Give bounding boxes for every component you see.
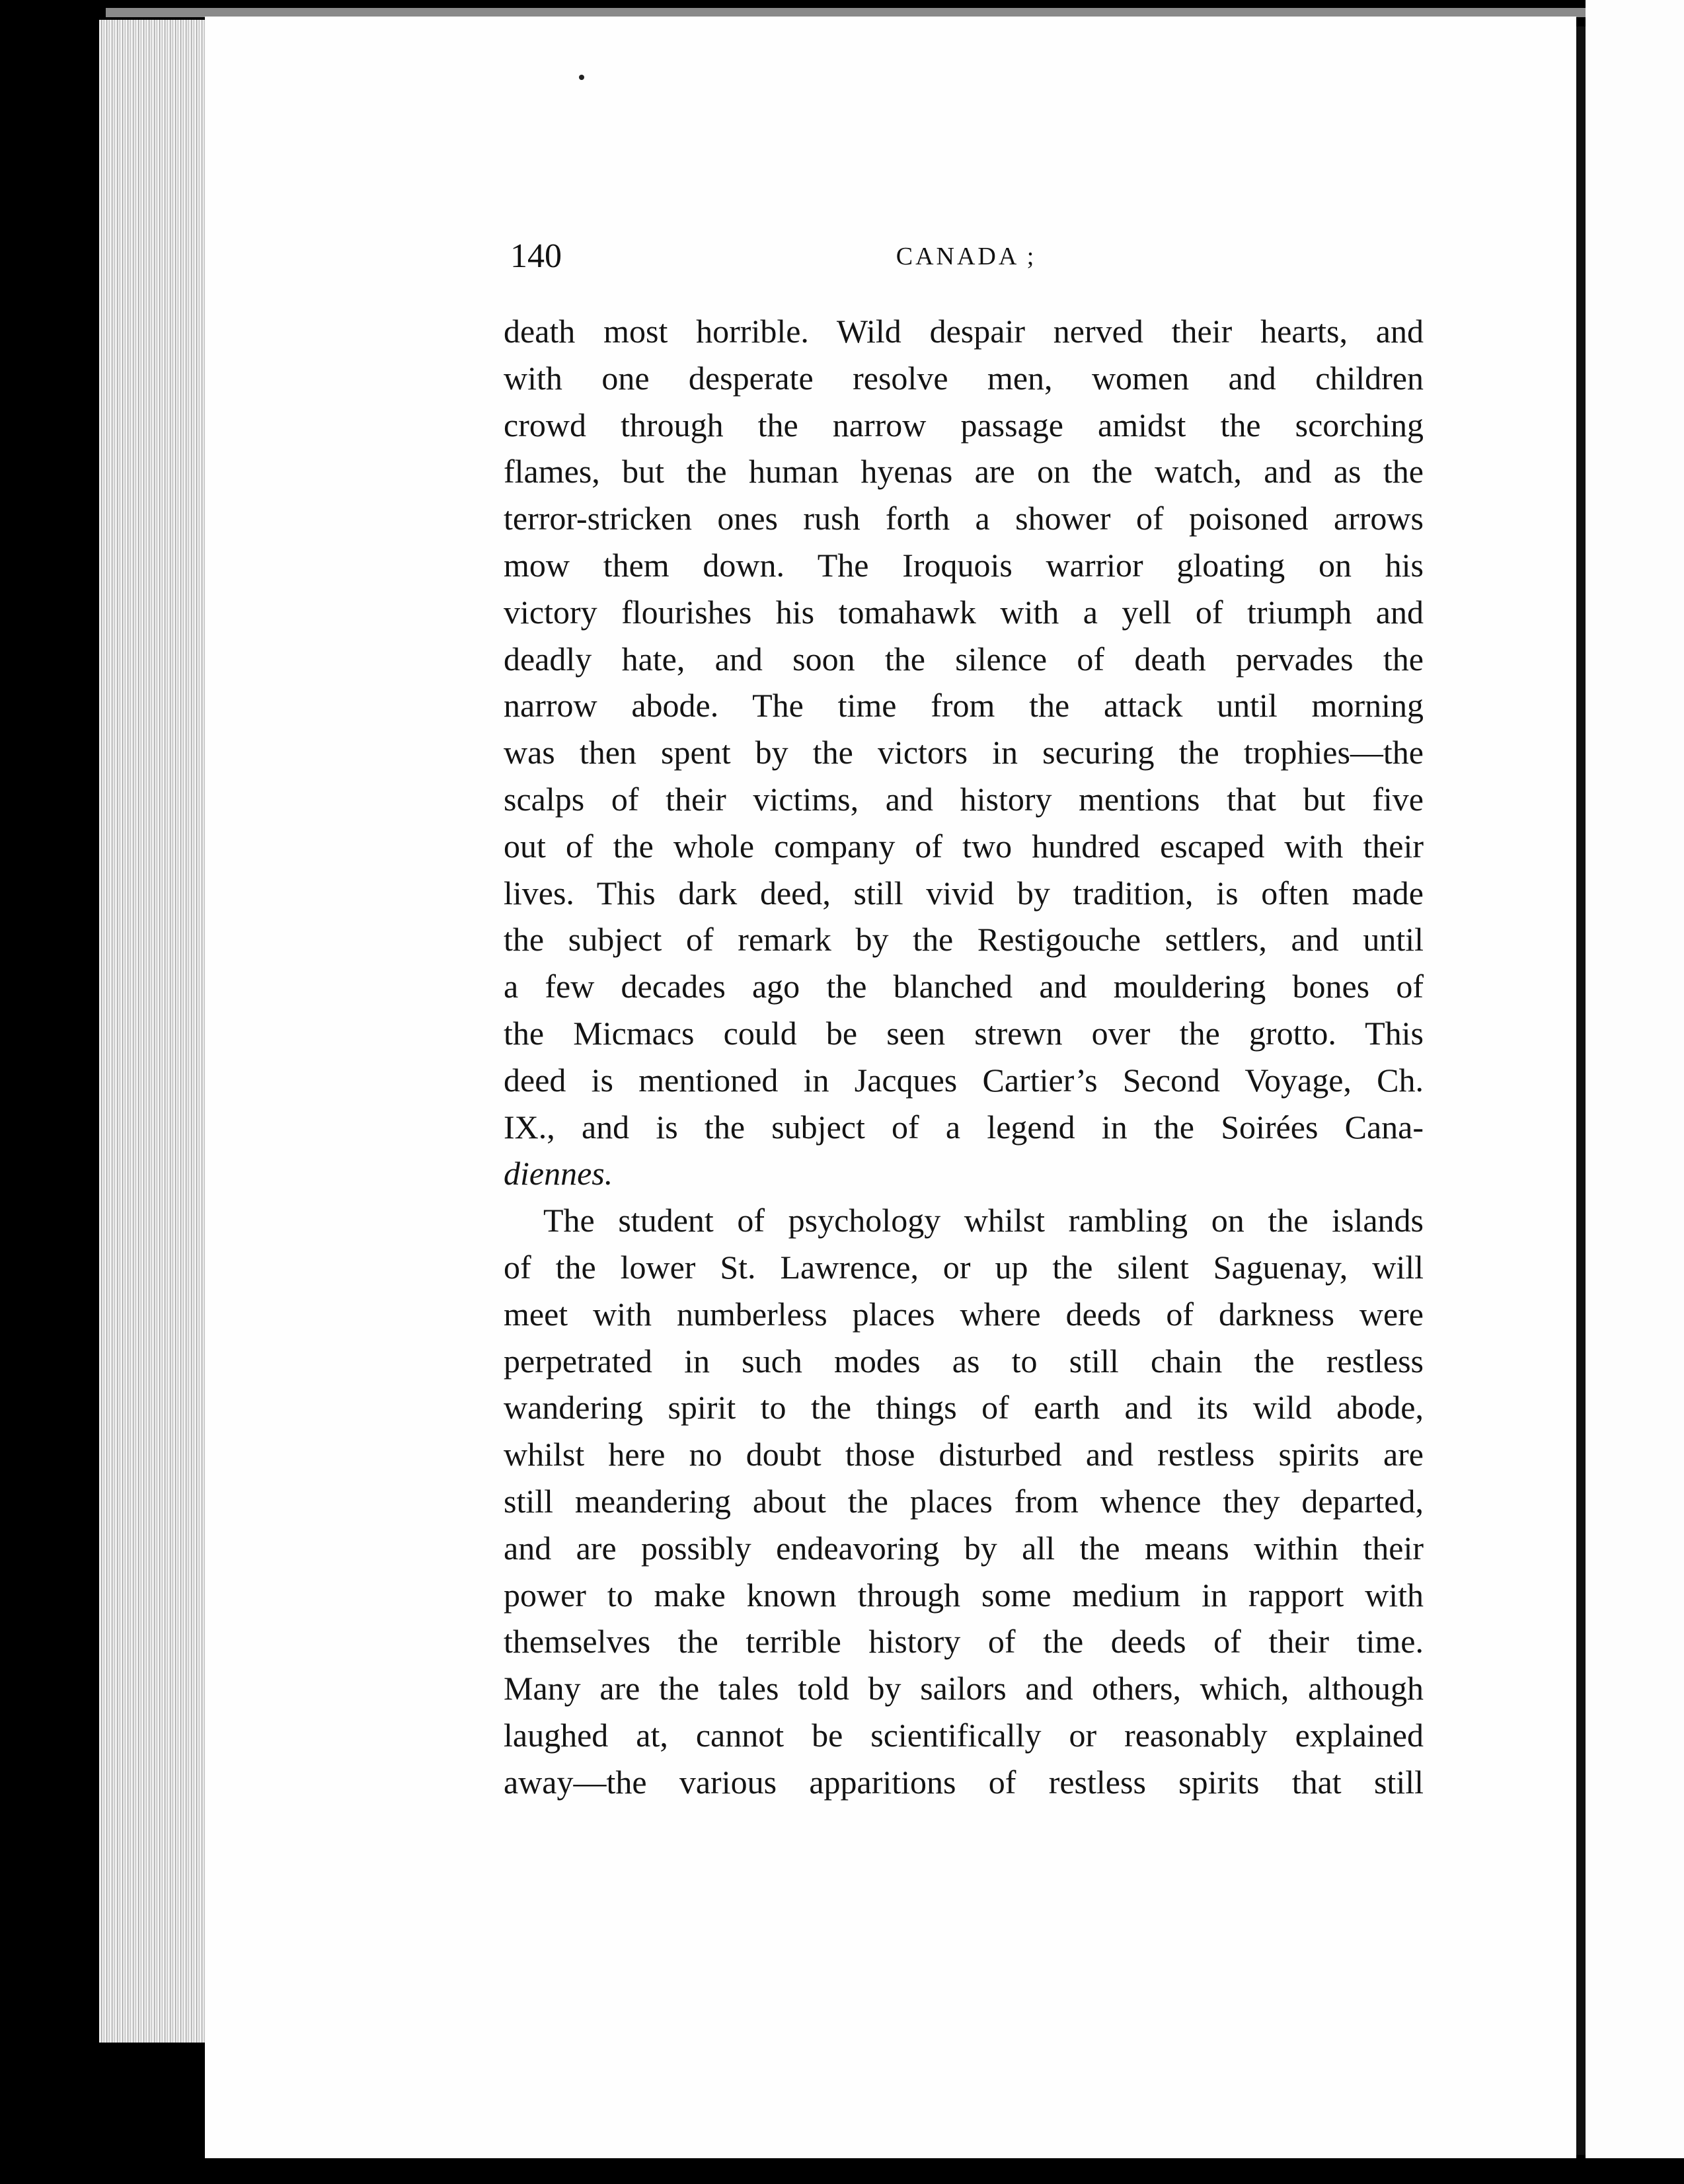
text-line: scalps of their victims, and history mentions that but five bbox=[504, 780, 1424, 818]
text-line: The student of psychology whilst rambling on the islands bbox=[543, 1202, 1424, 1239]
body-text bbox=[504, 308, 1424, 1806]
text-line: with one desperate resolve men, women and children bbox=[504, 359, 1424, 397]
text-line: out of the whole company of two hundred escaped with their bbox=[504, 827, 1424, 865]
text-line: whilst here no doubt those disturbed and restless spirits are bbox=[504, 1436, 1424, 1473]
text-line: IX., and is the subject of a legend in the Soirées Cana- bbox=[504, 1108, 1424, 1146]
text-line: deadly hate, and soon the silence of death pervades the bbox=[504, 640, 1424, 678]
text-line: a few decades ago the blanched and mouldering bones of bbox=[504, 968, 1424, 1005]
text-line: diennes. bbox=[504, 1155, 613, 1192]
text-line: narrow abode. The time from the attack until morning bbox=[504, 687, 1424, 724]
text-line: Many are the tales told by sailors and others, which, although bbox=[504, 1670, 1424, 1707]
page-top-shadow bbox=[106, 8, 1599, 17]
scan-bottom-border bbox=[0, 2158, 1684, 2184]
page-number: 140 bbox=[510, 237, 562, 275]
text-line: laughed at, cannot be scientifically or reasonably explained bbox=[504, 1716, 1424, 1754]
running-head: CANADA ; bbox=[896, 243, 1037, 270]
text-line: crowd through the narrow passage amidst the scorching bbox=[504, 406, 1424, 444]
text-line: mow them down. The Iroquois warrior gloating on his bbox=[504, 546, 1424, 584]
text-line: victory flourishes his tomahawk with a yell of triumph and bbox=[504, 593, 1424, 631]
text-line: perpetrated in such modes as to still chain the restless bbox=[504, 1342, 1424, 1380]
page-header bbox=[510, 237, 1422, 283]
text-line: wandering spirit to the things of earth and its wild abode, bbox=[504, 1389, 1424, 1426]
adjacent-page-strip bbox=[1586, 0, 1684, 2184]
text-line: power to make known through some medium in rapport with bbox=[504, 1576, 1424, 1614]
paragraph-2 bbox=[504, 1197, 1424, 1805]
book-page-edges bbox=[99, 20, 211, 2043]
text-line: lives. This dark deed, still vivid by tradition, is often made bbox=[504, 874, 1424, 912]
text-line: themselves the terrible history of the deeds of their time. bbox=[504, 1623, 1424, 1660]
text-line: deed is mentioned in Jacques Cartier’s Second Voyage, Ch. bbox=[504, 1061, 1424, 1099]
text-line: death most horrible. Wild despair nerved their hearts, and bbox=[504, 313, 1424, 350]
text-line: the subject of remark by the Restigouche settlers, and until bbox=[504, 921, 1424, 958]
text-line: and are possibly endeavoring by all the means within their bbox=[504, 1529, 1424, 1567]
ink-speck bbox=[579, 75, 584, 80]
text-line: terror-stricken ones rush forth a shower of poisoned arrows bbox=[504, 500, 1424, 537]
paragraph-1 bbox=[504, 308, 1424, 1197]
page-gutter-rule bbox=[1576, 26, 1586, 2155]
text-line: was then spent by the victors in securing the trophies—the bbox=[504, 734, 1424, 771]
text-line: still meandering about the places from whence they departed, bbox=[504, 1482, 1424, 1520]
text-line: flames, but the human hyenas are on the watch, and as the bbox=[504, 453, 1424, 490]
text-line: away—the various apparitions of restless spirits that still bbox=[504, 1763, 1424, 1801]
text-line: of the lower St. Lawrence, or up the silent Saguenay, will bbox=[504, 1248, 1424, 1286]
text-line: the Micmacs could be seen strewn over the grotto. This bbox=[504, 1014, 1424, 1052]
text-line: meet with numberless places where deeds of darkness were bbox=[504, 1295, 1424, 1333]
